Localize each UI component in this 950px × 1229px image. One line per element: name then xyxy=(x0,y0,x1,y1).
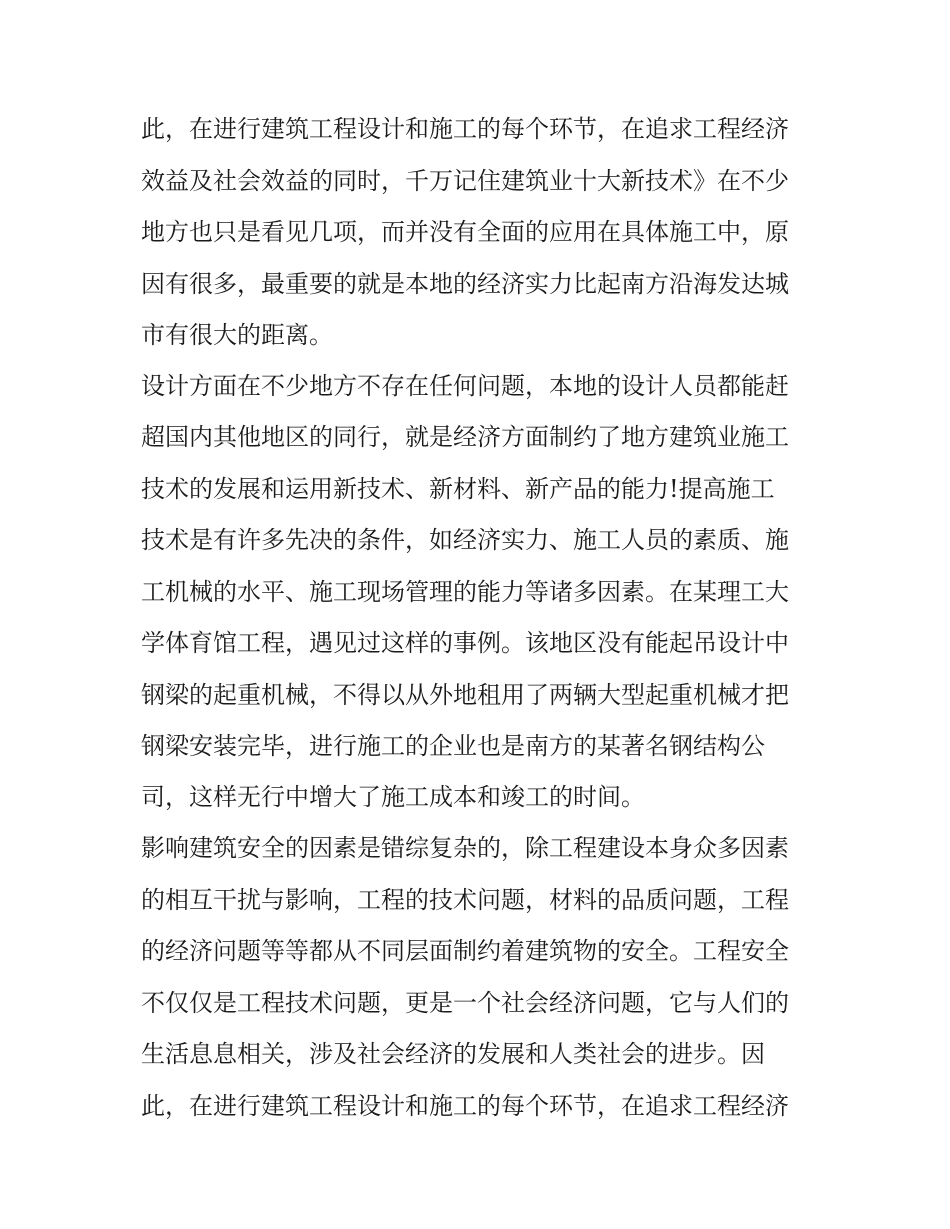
text-line: 技术的发展和运用新技术、新材料、新产品的能力!提高施工 xyxy=(141,475,775,503)
text-line: 生活息息相关，涉及社会经济的发展和人类社会的进步。因 xyxy=(141,1040,765,1068)
text-line: 效益及社会效益的同时，千万记住建筑业十大新技术》在不少 xyxy=(141,167,789,195)
text-line: 工机械的水平、施工现场管理的能力等诸多因素。在某理工大 xyxy=(141,578,789,606)
text-line: 超国内其他地区的同行，就是经济方面制约了地方建筑业施工 xyxy=(141,423,789,451)
text-line: 因有很多，最重要的就是本地的经济实力比起南方沿海发达城 xyxy=(141,270,789,298)
text-line: 设计方面在不少地方不存在任何问题，本地的设计人员都能赶 xyxy=(141,372,789,400)
text-line: 影响建筑安全的因素是错综复杂的，除工程建设本身众多因素 xyxy=(141,834,789,862)
text-line: 钢梁的起重机械，不得以从外地租用了两辆大型起重机械才把 xyxy=(141,681,789,709)
text-line: 钢梁安装完毕，进行施工的企业也是南方的某著名钢结构公 xyxy=(141,732,765,760)
text-line: 市有很大的距离。 xyxy=(141,321,333,349)
text-line: 此，在进行建筑工程设计和施工的每个环节，在追求工程经济 xyxy=(141,1092,789,1120)
text-line: 学体育馆工程，遇见过这样的事例。该地区没有能起吊设计中 xyxy=(141,629,789,657)
text-line: 此，在进行建筑工程设计和施工的每个环节，在追求工程经济 xyxy=(141,115,789,143)
text-line: 技术是有许多先决的条件，如经济实力、施工人员的素质、施 xyxy=(141,526,789,554)
text-line: 的经济问题等等都从不同层面制约着建筑物的安全。工程安全 xyxy=(141,937,789,965)
text-line: 地方也只是看见几项，而并没有全面的应用在具体施工中，原 xyxy=(141,218,789,246)
text-line: 司，这样无行中增大了施工成本和竣工的时间。 xyxy=(141,783,645,811)
text-line: 的相互干扰与影响，工程的技术问题，材料的品质问题，工程 xyxy=(141,886,789,914)
text-line: 不仅仅是工程技术问题，更是一个社会经济问题，它与人们的 xyxy=(141,989,789,1017)
